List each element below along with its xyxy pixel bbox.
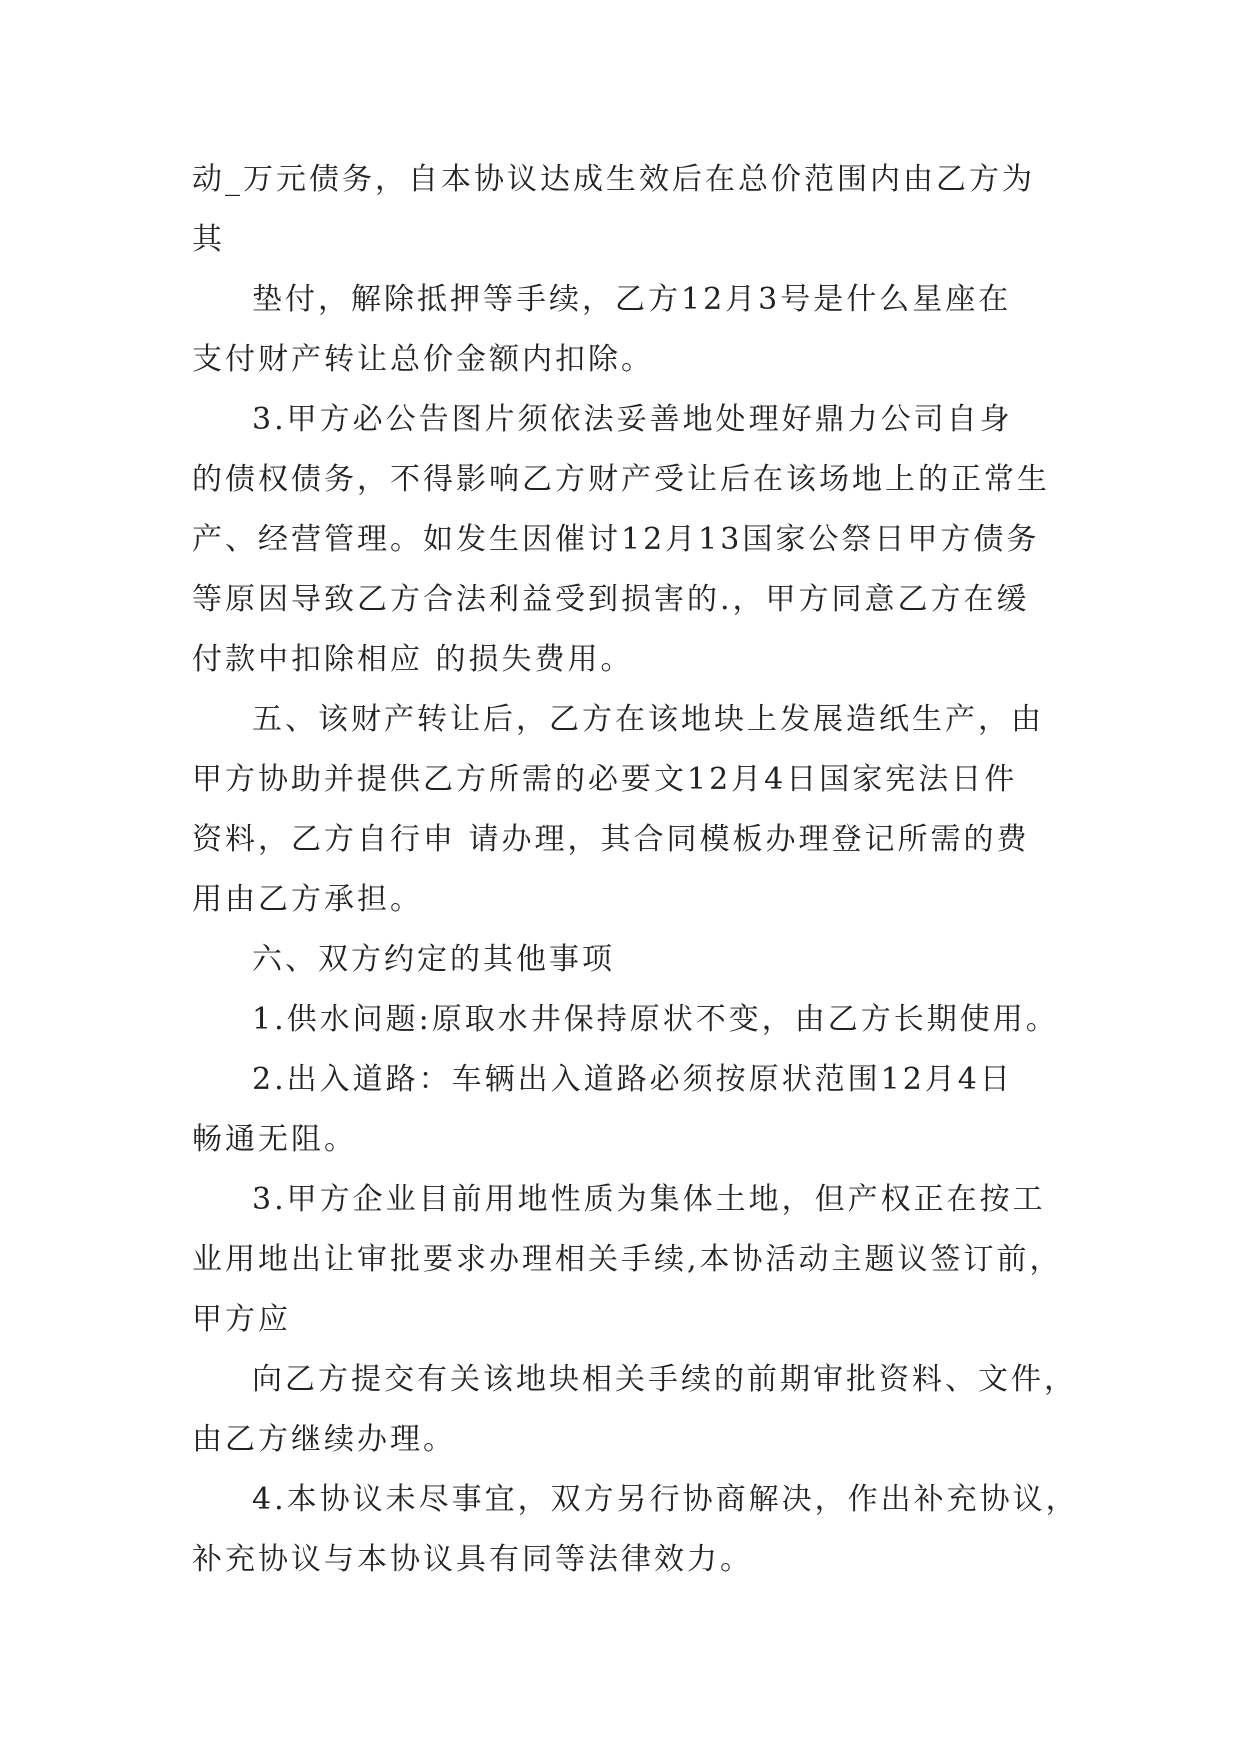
text-line: 付款中扣除相应 的损失费用。 [192, 642, 634, 677]
text-line: 4.本协议未尽事宜，双方另行协商解决，作出补充协议， [252, 1482, 1079, 1517]
text-line: 其 [192, 222, 225, 257]
text-line: 产、经营管理。如发生因催讨12月13国家公祭日甲方债务 [192, 522, 1040, 557]
text-line: 业用地出让审批要求办理相关手续,本协活动主题议签订前， [192, 1242, 1063, 1277]
text-line: 甲方协助并提供乙方所需的必要文12月4日国家宪法日件 [192, 762, 1018, 797]
text-line: 3.甲方必公告图片须依法妥善地处理好鼎力公司自身 [252, 402, 1013, 437]
text-line: 六、双方约定的其他事项 [252, 942, 615, 977]
text-line: 1.供水问题:原取水井保持原状不变，由乙方长期使用。 [252, 1002, 1059, 1037]
text-line: 畅通无阻。 [192, 1122, 357, 1157]
text-line: 资料，乙方自行申 请办理，其合同模板办理登记所需的费 [192, 822, 1030, 857]
text-line: 等原因导致乙方合法利益受到损害的.，甲方同意乙方在缓 [192, 582, 1030, 617]
text-line: 2.出入道路：车辆出入道路必须按原状范围12月4日 [252, 1062, 1013, 1097]
text-line: 的债权债务，不得影响乙方财产受让后在该场地上的正常生 [192, 462, 1050, 497]
text-line: 向乙方提交有关该地块相关手续的前期审批资料、文件， [252, 1362, 1077, 1397]
text-line: 动_万元债务，自本协议达成生效后在总价范围内由乙方为 [192, 162, 1035, 197]
text-line: 垫付，解除抵押等手续，乙方12月3号是什么星座在 [252, 282, 1012, 317]
text-line: 由乙方继续办理。 [192, 1422, 456, 1457]
text-line: 用由乙方承担。 [192, 882, 423, 917]
document-body [192, 150, 1079, 1590]
text-line: 3.甲方企业目前用地性质为集体土地，但产权正在按工 [252, 1182, 1046, 1217]
text-line: 补充协议与本协议具有同等法律效力。 [192, 1542, 753, 1577]
text-line: 五、该财产转让后，乙方在该地块上发展造纸生产，由 [252, 702, 1044, 737]
text-line: 支付财产转让总价金额内扣除。 [192, 342, 654, 377]
text-line: 甲方应 [192, 1302, 291, 1337]
